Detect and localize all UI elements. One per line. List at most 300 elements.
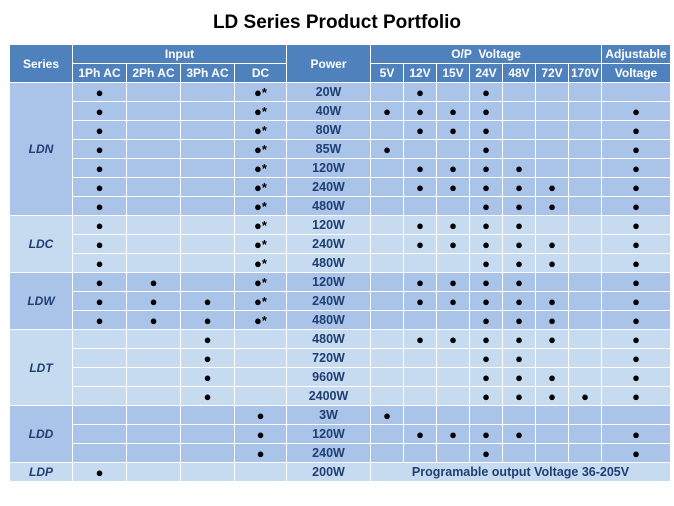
input-mark: ● — [73, 311, 127, 330]
input-mark: ●* — [235, 235, 287, 254]
table-row — [10, 159, 671, 178]
voltage-mark: ● — [470, 216, 503, 235]
header-3ph-ac: 3Ph AC — [181, 64, 235, 83]
power-value: 40W — [287, 102, 371, 121]
voltage-mark — [404, 140, 437, 159]
input-mark — [127, 178, 181, 197]
voltage-mark — [371, 425, 404, 444]
input-mark — [127, 387, 181, 406]
input-mark: ● — [73, 254, 127, 273]
voltage-mark: ● — [470, 349, 503, 368]
voltage-mark — [536, 273, 569, 292]
voltage-mark: ● — [371, 140, 404, 159]
voltage-mark: ● — [437, 273, 470, 292]
voltage-mark — [404, 254, 437, 273]
input-mark: ●* — [235, 254, 287, 273]
input-mark: ●* — [235, 140, 287, 159]
voltage-mark: ● — [404, 330, 437, 349]
input-mark — [127, 83, 181, 102]
series-label: LDW — [10, 273, 73, 330]
table-row — [10, 102, 671, 121]
input-mark — [127, 368, 181, 387]
adjustable-mark: ● — [602, 273, 671, 292]
input-mark: ●* — [235, 311, 287, 330]
input-mark — [127, 121, 181, 140]
voltage-mark: ● — [503, 425, 536, 444]
voltage-mark — [437, 368, 470, 387]
voltage-mark — [404, 387, 437, 406]
adjustable-mark: ● — [602, 159, 671, 178]
adjustable-mark: ● — [602, 311, 671, 330]
input-mark: ● — [73, 292, 127, 311]
header-1ph-ac: 1Ph AC — [73, 64, 127, 83]
input-mark — [73, 368, 127, 387]
series-label: LDT — [10, 330, 73, 406]
voltage-mark: ● — [503, 368, 536, 387]
adjustable-mark: ● — [602, 292, 671, 311]
voltage-mark: ● — [404, 235, 437, 254]
voltage-mark — [536, 102, 569, 121]
table-row — [10, 349, 671, 368]
header-72v: 72V — [536, 64, 569, 83]
power-value: 120W — [287, 216, 371, 235]
voltage-mark: ● — [437, 178, 470, 197]
table-row — [10, 83, 671, 102]
voltage-mark — [470, 406, 503, 425]
voltage-mark — [371, 311, 404, 330]
input-mark — [235, 330, 287, 349]
voltage-mark — [371, 197, 404, 216]
voltage-mark — [569, 311, 602, 330]
voltage-mark — [503, 444, 536, 463]
power-value: 3W — [287, 406, 371, 425]
input-mark: ● — [73, 83, 127, 102]
input-mark — [127, 216, 181, 235]
header-voltage: Voltage — [602, 64, 671, 83]
input-mark: ● — [181, 311, 235, 330]
input-mark: ● — [73, 159, 127, 178]
voltage-mark — [569, 140, 602, 159]
voltage-mark — [569, 368, 602, 387]
voltage-mark: ● — [470, 121, 503, 140]
input-mark — [73, 387, 127, 406]
input-mark: ●* — [235, 178, 287, 197]
adjustable-mark: ● — [602, 387, 671, 406]
voltage-mark: ● — [536, 178, 569, 197]
voltage-mark: ● — [470, 425, 503, 444]
voltage-mark — [437, 349, 470, 368]
input-mark: ● — [127, 273, 181, 292]
input-mark: ● — [181, 330, 235, 349]
voltage-mark: ● — [437, 121, 470, 140]
voltage-mark: ● — [371, 102, 404, 121]
power-value: 85W — [287, 140, 371, 159]
table-row — [10, 178, 671, 197]
input-mark — [73, 425, 127, 444]
voltage-mark: ● — [437, 216, 470, 235]
input-mark: ●* — [235, 121, 287, 140]
input-mark — [181, 178, 235, 197]
voltage-mark: ● — [503, 254, 536, 273]
voltage-mark — [503, 406, 536, 425]
adjustable-mark: ● — [602, 368, 671, 387]
voltage-mark: ● — [536, 235, 569, 254]
voltage-mark — [503, 140, 536, 159]
input-mark — [127, 463, 181, 482]
voltage-mark — [569, 444, 602, 463]
voltage-mark — [404, 311, 437, 330]
voltage-mark: ● — [470, 292, 503, 311]
voltage-mark — [437, 140, 470, 159]
input-mark — [127, 425, 181, 444]
input-mark: ●* — [235, 216, 287, 235]
header-170v: 170V — [569, 64, 602, 83]
voltage-mark — [371, 330, 404, 349]
table-row — [10, 425, 671, 444]
input-mark: ●* — [235, 273, 287, 292]
voltage-mark: ● — [503, 387, 536, 406]
series-label: LDC — [10, 216, 73, 273]
input-mark: ● — [73, 235, 127, 254]
input-mark: ● — [73, 140, 127, 159]
input-mark — [127, 349, 181, 368]
voltage-mark — [371, 387, 404, 406]
input-mark — [181, 197, 235, 216]
voltage-mark: ● — [437, 292, 470, 311]
table-row — [10, 330, 671, 349]
adjustable-mark: ● — [602, 444, 671, 463]
voltage-mark — [371, 216, 404, 235]
power-value: 2400W — [287, 387, 371, 406]
voltage-mark: ● — [437, 235, 470, 254]
table-row — [10, 121, 671, 140]
input-mark — [181, 102, 235, 121]
adjustable-mark: ● — [602, 330, 671, 349]
adjustable-mark: ● — [602, 349, 671, 368]
voltage-mark — [569, 254, 602, 273]
power-value: 720W — [287, 349, 371, 368]
voltage-mark — [371, 254, 404, 273]
voltage-mark — [536, 425, 569, 444]
voltage-mark: ● — [470, 178, 503, 197]
input-mark — [235, 368, 287, 387]
adjustable-mark — [602, 83, 671, 102]
input-mark — [127, 197, 181, 216]
voltage-mark: ● — [404, 292, 437, 311]
table-row — [10, 254, 671, 273]
voltage-mark — [569, 83, 602, 102]
table-row — [10, 387, 671, 406]
voltage-mark — [569, 406, 602, 425]
series-label: LDN — [10, 83, 73, 216]
header-op-voltage: O/P Voltage — [371, 45, 602, 64]
voltage-mark — [503, 102, 536, 121]
voltage-mark — [569, 330, 602, 349]
adjustable-mark: ● — [602, 235, 671, 254]
input-mark — [235, 463, 287, 482]
table-row — [10, 216, 671, 235]
voltage-mark: ● — [503, 349, 536, 368]
voltage-mark: ● — [437, 330, 470, 349]
voltage-mark — [569, 235, 602, 254]
voltage-mark: ● — [536, 292, 569, 311]
power-value: 240W — [287, 292, 371, 311]
voltage-mark: ● — [536, 254, 569, 273]
voltage-mark: ● — [470, 159, 503, 178]
input-mark: ● — [235, 406, 287, 425]
voltage-mark: ● — [569, 387, 602, 406]
voltage-mark: ● — [536, 311, 569, 330]
voltage-mark: ● — [404, 216, 437, 235]
voltage-note: Programable output Voltage 36-205V — [371, 463, 671, 482]
adjustable-mark: ● — [602, 140, 671, 159]
header-24v: 24V — [470, 64, 503, 83]
input-mark — [127, 406, 181, 425]
voltage-mark: ● — [470, 140, 503, 159]
input-mark — [181, 216, 235, 235]
voltage-mark: ● — [503, 216, 536, 235]
input-mark: ● — [73, 273, 127, 292]
power-value: 200W — [287, 463, 371, 482]
header-dc: DC — [235, 64, 287, 83]
voltage-mark — [437, 254, 470, 273]
header-series: Series — [10, 45, 73, 83]
voltage-mark: ● — [503, 235, 536, 254]
table-row — [10, 273, 671, 292]
power-value: 120W — [287, 273, 371, 292]
voltage-mark — [503, 83, 536, 102]
header-input: Input — [73, 45, 287, 64]
voltage-mark: ● — [470, 387, 503, 406]
voltage-mark: ● — [503, 292, 536, 311]
table-row — [10, 140, 671, 159]
adjustable-mark: ● — [602, 102, 671, 121]
voltage-mark — [404, 368, 437, 387]
input-mark: ● — [127, 311, 181, 330]
voltage-mark — [437, 311, 470, 330]
voltage-mark: ● — [470, 83, 503, 102]
table-row — [10, 235, 671, 254]
voltage-mark: ● — [404, 159, 437, 178]
voltage-mark: ● — [503, 273, 536, 292]
voltage-mark — [569, 273, 602, 292]
power-value: 80W — [287, 121, 371, 140]
voltage-mark — [437, 83, 470, 102]
table-row — [10, 197, 671, 216]
power-value: 480W — [287, 311, 371, 330]
page-title: LD Series Product Portfolio — [212, 12, 462, 33]
voltage-mark — [371, 273, 404, 292]
header-15v: 15V — [437, 64, 470, 83]
input-mark — [127, 254, 181, 273]
input-mark: ●* — [235, 292, 287, 311]
input-mark — [127, 102, 181, 121]
input-mark — [181, 406, 235, 425]
power-value: 480W — [287, 254, 371, 273]
voltage-mark — [536, 444, 569, 463]
voltage-mark — [536, 159, 569, 178]
input-mark: ● — [127, 292, 181, 311]
adjustable-mark: ● — [602, 121, 671, 140]
voltage-mark — [569, 349, 602, 368]
voltage-mark — [437, 387, 470, 406]
input-mark: ● — [181, 349, 235, 368]
power-value: 240W — [287, 178, 371, 197]
input-mark — [181, 444, 235, 463]
input-mark — [181, 463, 235, 482]
voltage-mark: ● — [536, 368, 569, 387]
voltage-mark — [569, 425, 602, 444]
adjustable-mark: ● — [602, 254, 671, 273]
input-mark — [127, 140, 181, 159]
input-mark: ● — [73, 197, 127, 216]
voltage-mark — [437, 444, 470, 463]
voltage-mark — [371, 349, 404, 368]
input-mark — [235, 349, 287, 368]
voltage-mark: ● — [503, 330, 536, 349]
input-mark — [73, 349, 127, 368]
voltage-mark: ● — [371, 406, 404, 425]
power-value: 240W — [287, 444, 371, 463]
adjustable-mark: ● — [602, 216, 671, 235]
voltage-mark — [371, 292, 404, 311]
input-mark — [181, 254, 235, 273]
product-portfolio-table — [9, 44, 671, 482]
voltage-mark: ● — [470, 273, 503, 292]
voltage-mark: ● — [470, 368, 503, 387]
adjustable-mark: ● — [602, 197, 671, 216]
voltage-mark — [569, 292, 602, 311]
voltage-mark: ● — [470, 311, 503, 330]
voltage-mark: ● — [536, 197, 569, 216]
voltage-mark: ● — [437, 159, 470, 178]
voltage-mark — [569, 121, 602, 140]
table-row — [10, 444, 671, 463]
input-mark: ● — [73, 216, 127, 235]
voltage-mark — [536, 349, 569, 368]
voltage-mark — [536, 121, 569, 140]
voltage-mark — [437, 197, 470, 216]
header-12v: 12V — [404, 64, 437, 83]
input-mark: ● — [181, 368, 235, 387]
voltage-mark — [536, 406, 569, 425]
series-label: LDD — [10, 406, 73, 463]
input-mark — [127, 444, 181, 463]
power-value: 120W — [287, 159, 371, 178]
voltage-mark: ● — [404, 121, 437, 140]
voltage-mark — [536, 140, 569, 159]
input-mark — [127, 330, 181, 349]
adjustable-mark — [602, 406, 671, 425]
power-value: 960W — [287, 368, 371, 387]
input-mark — [73, 444, 127, 463]
voltage-mark — [404, 444, 437, 463]
input-mark: ●* — [235, 102, 287, 121]
voltage-mark — [569, 197, 602, 216]
input-mark — [181, 235, 235, 254]
header-2ph-ac: 2Ph AC — [127, 64, 181, 83]
input-mark — [181, 273, 235, 292]
voltage-mark: ● — [470, 254, 503, 273]
voltage-mark: ● — [470, 197, 503, 216]
input-mark: ● — [181, 292, 235, 311]
voltage-mark — [371, 368, 404, 387]
voltage-mark: ● — [503, 197, 536, 216]
voltage-mark — [536, 83, 569, 102]
voltage-mark — [404, 197, 437, 216]
table-row — [10, 406, 671, 425]
voltage-mark: ● — [404, 83, 437, 102]
table-row — [10, 292, 671, 311]
input-mark — [73, 406, 127, 425]
voltage-mark: ● — [470, 102, 503, 121]
input-mark — [181, 83, 235, 102]
input-mark — [73, 330, 127, 349]
header-5v: 5V — [371, 64, 404, 83]
input-mark — [127, 235, 181, 254]
voltage-mark: ● — [470, 235, 503, 254]
voltage-mark — [569, 216, 602, 235]
input-mark — [235, 387, 287, 406]
voltage-mark: ● — [404, 273, 437, 292]
power-value: 480W — [287, 330, 371, 349]
voltage-mark — [503, 121, 536, 140]
input-mark: ● — [181, 387, 235, 406]
voltage-mark — [437, 406, 470, 425]
voltage-mark — [371, 235, 404, 254]
input-mark: ●* — [235, 83, 287, 102]
voltage-mark — [569, 159, 602, 178]
voltage-mark — [371, 178, 404, 197]
input-mark: ● — [73, 102, 127, 121]
table-row — [10, 311, 671, 330]
input-mark — [127, 159, 181, 178]
voltage-mark — [404, 349, 437, 368]
input-mark: ● — [235, 425, 287, 444]
voltage-mark — [536, 216, 569, 235]
adjustable-mark: ● — [602, 178, 671, 197]
input-mark: ● — [73, 463, 127, 482]
input-mark — [181, 425, 235, 444]
input-mark: ●* — [235, 197, 287, 216]
table-row — [10, 463, 671, 482]
power-value: 480W — [287, 197, 371, 216]
voltage-mark: ● — [404, 178, 437, 197]
header-power: Power — [287, 45, 371, 83]
voltage-mark: ● — [503, 311, 536, 330]
voltage-mark: ● — [404, 102, 437, 121]
voltage-mark: ● — [503, 178, 536, 197]
voltage-mark — [569, 178, 602, 197]
input-mark — [181, 159, 235, 178]
header-48v: 48V — [503, 64, 536, 83]
input-mark: ● — [73, 121, 127, 140]
power-value: 120W — [287, 425, 371, 444]
series-label: LDP — [10, 463, 73, 482]
voltage-mark: ● — [536, 330, 569, 349]
input-mark — [181, 121, 235, 140]
voltage-mark: ● — [470, 330, 503, 349]
power-value: 240W — [287, 235, 371, 254]
voltage-mark — [371, 159, 404, 178]
adjustable-mark: ● — [602, 425, 671, 444]
voltage-mark — [569, 102, 602, 121]
voltage-mark: ● — [404, 425, 437, 444]
input-mark: ●* — [235, 159, 287, 178]
header-adjustable: Adjustable — [602, 45, 671, 64]
voltage-mark: ● — [437, 102, 470, 121]
voltage-mark — [371, 121, 404, 140]
